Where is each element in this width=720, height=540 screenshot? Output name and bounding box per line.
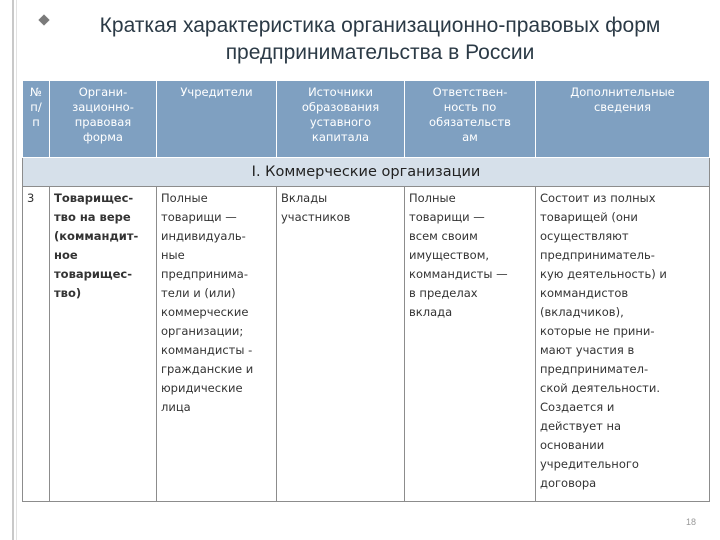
text-line: коммандисты — <box>409 267 508 281</box>
title-line-2: предпринимательства в России <box>225 41 535 64</box>
characteristics-table <box>22 80 710 502</box>
text-line: п <box>32 115 40 129</box>
text-line: гражданские и <box>161 362 254 376</box>
text-line: ской деятельности. <box>540 381 660 395</box>
text-line: ность по <box>443 100 497 114</box>
text-line: ное <box>54 248 78 262</box>
cell-additional-info <box>536 187 710 502</box>
page-title <box>60 12 700 66</box>
text-line: п/ <box>30 100 42 114</box>
text-line: договора <box>540 476 597 490</box>
text-line: коммерческие <box>161 305 249 319</box>
title-bullet-icon <box>38 14 49 25</box>
text-line: Органи- <box>78 85 128 99</box>
text-line: (вкладчиков), <box>540 305 624 319</box>
cell-capital <box>277 187 405 502</box>
text-line: участников <box>281 210 351 224</box>
section-title: I. Коммерческие организации <box>23 158 710 187</box>
table-row <box>23 187 710 502</box>
text-line: предприниматель- <box>540 248 655 262</box>
text-line: коммандисты - <box>161 343 253 357</box>
left-decor-rule-thin <box>16 0 17 540</box>
text-line: основании <box>540 438 605 452</box>
header-legal-form <box>50 81 157 158</box>
text-line: капитала <box>311 130 370 144</box>
text-line: форма <box>83 130 123 144</box>
text-line: товарищес- <box>54 267 132 281</box>
text-line: тво) <box>54 286 82 300</box>
text-line: товарищей (они <box>540 210 638 224</box>
text-line: Полные <box>161 191 208 205</box>
text-line: уставного <box>309 115 372 129</box>
header-number <box>23 81 50 158</box>
header-capital-sources <box>277 81 405 158</box>
text-line: Состоит из полных <box>540 191 656 205</box>
text-line: Учредители <box>180 85 253 99</box>
text-line: лица <box>161 400 191 414</box>
text-line: Создается и <box>540 400 615 414</box>
text-line: № <box>30 85 42 99</box>
text-line: ные <box>161 248 185 262</box>
section-row <box>23 158 710 187</box>
text-line: организации; <box>161 324 244 338</box>
text-line: действует на <box>540 419 622 433</box>
text-line: правовая <box>74 115 132 129</box>
text-line: вклада <box>409 305 453 319</box>
text-line: кую деятельность) и <box>540 267 667 281</box>
cell-liability <box>405 187 536 502</box>
text-line: юридические <box>161 381 243 395</box>
text-line: Вклады <box>281 191 328 205</box>
text-line: которые не прини- <box>540 324 655 338</box>
left-decor-rule <box>12 0 14 540</box>
text-line: обязательств <box>429 115 511 129</box>
text-line: Товарищес- <box>54 191 134 205</box>
text-line: всем своим <box>409 229 478 243</box>
text-line: ам <box>462 130 478 144</box>
text-line: предпринимател- <box>540 362 649 376</box>
table-header-row <box>23 81 710 158</box>
text-line: коммандистов <box>540 286 629 300</box>
text-line: товарищи — <box>161 210 237 224</box>
text-line: Источники <box>308 85 373 99</box>
text-line: сведения <box>593 100 652 114</box>
text-line: тели и (или) <box>161 286 236 300</box>
text-line: товарищи — <box>409 210 485 224</box>
header-founders <box>157 81 277 158</box>
page-number: 18 <box>686 517 697 527</box>
text-line: осуществляют <box>540 229 629 243</box>
header-additional-info <box>536 81 710 158</box>
cell-founders <box>157 187 277 502</box>
text-line: тво на вере <box>54 210 131 224</box>
text-line: зационно- <box>72 100 134 114</box>
text-line: (коммандит- <box>54 229 139 243</box>
text-line: Ответствен- <box>432 85 508 99</box>
text-line: мают участия в <box>540 343 635 357</box>
text-line: Полные <box>409 191 456 205</box>
row-number: 3 <box>23 187 50 502</box>
text-line: имуществом, <box>409 248 490 262</box>
cell-legal-form <box>50 187 157 502</box>
text-line: индивидуаль- <box>161 229 246 243</box>
text-line: Дополнительные <box>570 85 675 99</box>
title-line-1: Краткая характеристика организационно-правовых форм <box>99 14 661 37</box>
text-line: образования <box>301 100 380 114</box>
text-line: учредительного <box>540 457 639 471</box>
text-line: предпринима- <box>161 267 249 281</box>
text-line: в пределах <box>409 286 478 300</box>
header-liability <box>405 81 536 158</box>
